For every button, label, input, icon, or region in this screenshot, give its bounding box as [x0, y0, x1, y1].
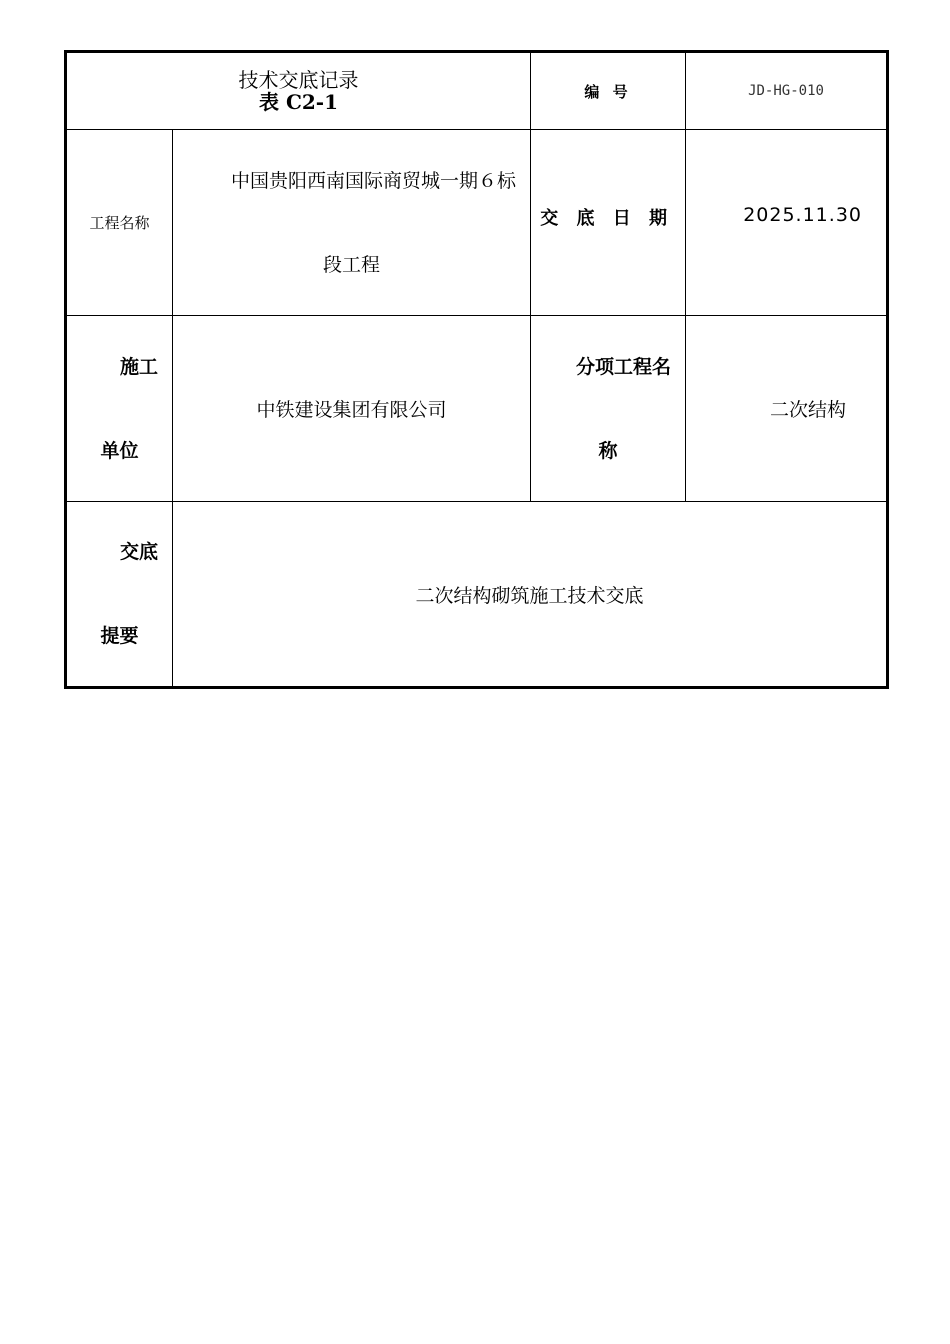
contractor-label-line2: 单位 [100, 439, 139, 462]
sub-project-label-line2: 称 [598, 439, 618, 462]
contractor-row [66, 316, 888, 502]
contractor-value: 中铁建设集团有限公司 [173, 316, 531, 502]
summary-label [66, 502, 173, 688]
form-title-code: 表 C2-1 [258, 90, 338, 114]
project-name-label: 工程名称 [66, 130, 173, 316]
technical-disclosure-form [64, 50, 889, 689]
number-label: 编 号 [531, 52, 686, 130]
header-row [66, 52, 888, 130]
sub-project-label-line1: 分项工程名 [575, 355, 671, 378]
form-title [66, 52, 531, 130]
summary-row [66, 502, 888, 688]
disclosure-date-value: 2025.11.30 [686, 130, 888, 316]
summary-label-line2: 提要 [100, 625, 139, 647]
project-row [66, 130, 888, 316]
form-title-main: 技术交底记录 [238, 68, 359, 92]
project-name-value [173, 130, 531, 316]
number-value: JD-HG-010 [686, 52, 888, 130]
disclosure-date-label: 交 底 日 期 [531, 130, 686, 316]
summary-value: 二次结构砌筑施工技术交底 [173, 502, 888, 688]
sub-project-value: 二次结构 [686, 316, 888, 502]
project-name-line1: 中国贵阳西南国际商贸城一期６标 [230, 169, 516, 192]
contractor-label [66, 316, 173, 502]
summary-label-line1: 交底 [119, 541, 158, 563]
project-name-line2: 段工程 [322, 253, 380, 276]
contractor-label-line1: 施工 [119, 355, 158, 378]
sub-project-label [531, 316, 686, 502]
